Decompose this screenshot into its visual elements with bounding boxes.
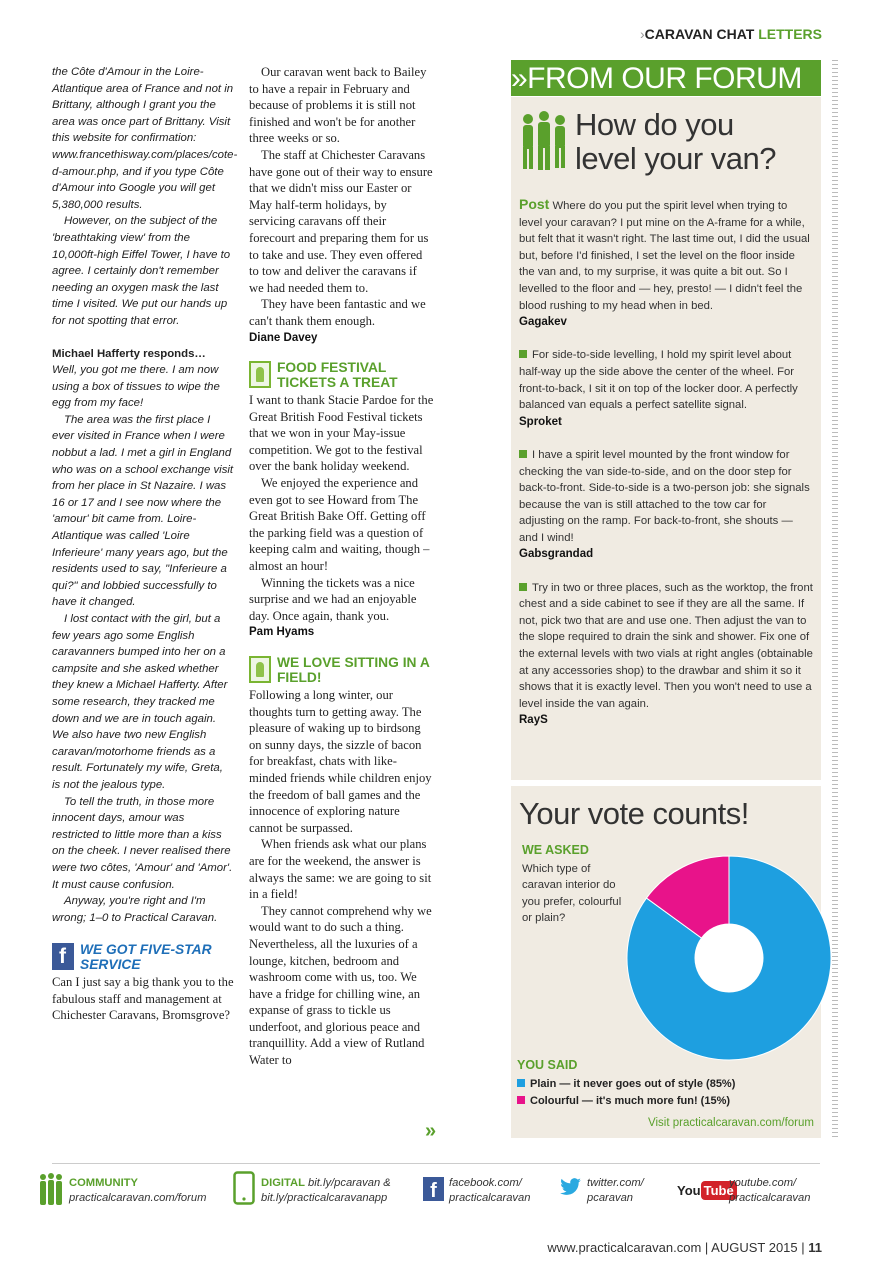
forum-username: Gagakev xyxy=(519,316,567,329)
facebook-icon xyxy=(52,943,74,970)
vote-title: Your vote counts! xyxy=(519,796,749,831)
letter-paragraph: I lost contact with the girl, but a few years ago some English caravanners bumped into her on a campsite and she asked whether they knew a Michael Hafferty. After some research, they tracked me down and we are in touch again. We also have two new English caravan/motorhome friends as a result. Fortunately my wife, Greta, is not the jealous type. xyxy=(52,613,228,791)
letter-paragraph: Our caravan went back to Bailey to have a repair in February and because of problems it is still not finished and won't be for another three weeks or so. xyxy=(249,65,427,146)
letter-paragraph: The area was the first place I ever visited in France when I were nobbut a lad. I met a girl in England who was on a school exchange visit from her place in St Nazaire. I was 16 or 17 and I see now where the 'amour' bit came from. Loire-Atlantique was called 'Loire Inferieure' many years ago, but the residents used to say, "Inferieure a qui?" and lobbied successfully to have it changed. xyxy=(52,413,234,609)
post-label: Post xyxy=(519,196,550,212)
continue-arrow-icon: » xyxy=(425,1120,437,1142)
letter-heading-fb: f WE GOT FIVE-STAR SERVICE xyxy=(52,942,234,972)
footer-facebook[interactable]: facebook.com/ practicalcaravan xyxy=(449,1177,531,1204)
people-icon xyxy=(518,110,570,172)
letter-paragraph: They cannot comprehend why we would want to do such a thing. Nevertheless, all the luxuries of a lounge, kitchen, bedroom and washroom come with us, too. We have a fridge for chilling wine, an expanse of grass to tickle us underfoot, and glorious peace and tranquillity. Add a view of Rutland Water to xyxy=(249,903,432,1068)
forum-thread xyxy=(519,196,813,746)
footer-youtube[interactable]: youtube.com/ practicalcaravan xyxy=(729,1177,811,1204)
letter-signature: Diane Davey xyxy=(249,331,318,344)
section-name: CARAVAN CHAT xyxy=(644,26,755,42)
letter-paragraph: the Côte d'Amour in the Loire-Atlantique area of France and not in Brittany, although I grant you the area was once part of Brittany. Visit this website for confirmation: www.francethisway.com/places/cote-d-amour.php, and if you type Côte d'Amour into Google you will get 5,380,000 results. xyxy=(52,66,238,211)
footer-twitter[interactable]: twitter.com/ pcaravan xyxy=(587,1177,644,1204)
legend-swatch xyxy=(517,1096,525,1104)
letter-stamp-icon xyxy=(249,361,271,388)
forum-username: RayS xyxy=(519,714,548,727)
letter-heading: FOOD FESTIVAL TICKETS A TREAT xyxy=(249,360,434,390)
bullet-square-icon xyxy=(519,450,527,458)
footer-divider xyxy=(52,1163,820,1164)
bullet-square-icon xyxy=(519,583,527,591)
section-header xyxy=(640,26,822,42)
page-info: www.practicalcaravan.com | AUGUST 2015 | 11 xyxy=(547,1240,822,1255)
legend-item: Colourful — it's much more fun! (15%) xyxy=(517,1093,735,1110)
forum-post: Post Where do you put the spirit level when trying to level your caravan? I put mine on the A-frame for a while, but felt that it wasn't right. The last time out, I did the usual but, before I'd finished, I set the level on the floor inside the van and, to my surprise, it was quite a bit out. So I levelled to the floor and — hey, presto! — I didn't feel the blood rushing to my head when in bed. Gagakev xyxy=(519,196,813,331)
letter-paragraph: Anyway, you're right and I'm wrong; 1–0 to Practical Caravan. xyxy=(52,895,218,924)
footer-digital[interactable]: DIGITAL bit.ly/pcaravan & bit.ly/practicalcaravanapp xyxy=(261,1177,391,1204)
letter-heading: WE LOVE SITTING IN A FIELD! xyxy=(249,655,434,685)
forum-link[interactable]: Visit practicalcaravan.com/forum xyxy=(648,1117,814,1129)
letter-paragraph: I want to thank Stacie Pardoe for the Great British Food Festival tickets that we won in your May-issue competition. We got to the festival over the bank holiday weekend. xyxy=(249,393,434,474)
letter-paragraph: They have been fantastic and we can't thank them enough. xyxy=(249,297,426,328)
donut-hole xyxy=(695,924,763,992)
letter-paragraph: Can I just say a big thank you to the fabulous staff and management at Chichester Caravans, Bromsgrove? xyxy=(52,975,234,1023)
letter-paragraph: Well, you got me there. I am now using a box of tissues to wipe the egg from my face! xyxy=(52,364,220,410)
poll-donut-chart xyxy=(626,855,832,1061)
forum-title: How do you level your van? xyxy=(575,107,777,176)
youtube-icon: You Tube xyxy=(677,1180,737,1202)
footer-community[interactable]: COMMUNITY practicalcaravan.com/forum xyxy=(69,1177,207,1204)
forum-banner: »FROM OUR FORUM xyxy=(511,60,821,96)
dotted-rule xyxy=(832,60,838,1140)
forum-username: Gabsgrandad xyxy=(519,548,594,561)
letters-column-2 xyxy=(249,64,434,1069)
forum-reply: I have a spirit level mounted by the front window for checking the van side-to-side, and on the door step for back-to-front. Side-to-side is a two-person job: she signals because the van is still attached to the tow car for adjusting on the ramp. For back-to-front, she shouts — and I wind! Gabsgrandad xyxy=(519,447,813,563)
letter-stamp-icon xyxy=(249,656,271,683)
forum-reply: For side-to-side levelling, I hold my spirit level about half-way up the side above the center of the wheel. For front-to-back, I sit it on top of the locker door. A perfectly balanced van equals a perfect satellite signal. Sproket xyxy=(519,347,813,430)
legend-swatch xyxy=(517,1079,525,1087)
subsection-name: LETTERS xyxy=(758,26,822,42)
letter-paragraph: Winning the tickets was a nice surprise and we had an enjoyable day. Once again, thank you. xyxy=(249,575,417,623)
twitter-icon xyxy=(560,1178,582,1196)
legend-item: Plain — it never goes out of style (85%) xyxy=(517,1076,735,1093)
letter-paragraph: We enjoyed the experience and even got to see Howard from The Great British Bake Off. Getting off the parking field was a question of keeping calm and waiting, though – almost an hour! xyxy=(249,476,430,574)
letter-paragraph: When friends ask what our plans are for the weekend, the answer is always the same: we are going to sit in a field! xyxy=(249,837,432,902)
letters-column-1 xyxy=(52,64,238,1024)
letter-paragraph: To tell the truth, in those more innocent days, amour was restricted to little more than a kiss on the cheek. I never realised there were two côtes, 'Amour' and 'Amor'. It must cause confusion. xyxy=(52,795,233,891)
community-icon xyxy=(36,1172,66,1206)
forum-reply: Try in two or three places, such as the worktop, the front chest and a side cabinet to see if they are all the same. If not, pick two that are and use one. Then adjust the van to the slope required to drain the sink and shower. Fix one of the external levels with two vials at right angles (obtainable at any accessories shop) to the drawbar and shim it so it shows that it is exactly level. Then you won't need to use a level inside the van again. RayS xyxy=(519,580,813,729)
letter-paragraph: The staff at Chichester Caravans have gone out of their way to ensure that we didn't miss our Easter or May half-term holidays, by servicing caravans off their forecourt and preparing them for us to take and use. They even offered to tow and deliver the caravans if we had needed them to. xyxy=(249,147,433,295)
tablet-icon xyxy=(233,1171,255,1205)
asked-heading: WE ASKED xyxy=(522,843,589,857)
letter-paragraph: However, on the subject of the 'breathtaking view' from the 10,000ft-high Eiffel Tower, I have to agree. I certainly don't remember needing an oxygen mask the last time I visited. We put our hands up for not spotting that error. xyxy=(52,215,231,327)
letter-signature: Pam Hyams xyxy=(249,626,315,639)
bullet-square-icon xyxy=(519,350,527,358)
letter-paragraph: Following a long winter, our thoughts turn to getting away. The pleasure of waking up to birdsong on sunny days, the sizzle of bacon for breakfast, chats with like-minded friends while children enjoy the freedom of ball games and the innocence of exploring nature cannot be surpassed. xyxy=(249,688,432,835)
chart-legend xyxy=(517,1076,735,1110)
forum-username: Sproket xyxy=(519,415,562,428)
facebook-icon: f xyxy=(423,1177,444,1201)
response-heading: Michael Hafferty responds… xyxy=(52,347,206,360)
chevron-icon: › xyxy=(640,26,645,42)
poll-question: Which type of caravan interior do you prefer, colourful or plain? xyxy=(522,863,622,925)
said-heading: YOU SAID xyxy=(517,1058,578,1072)
